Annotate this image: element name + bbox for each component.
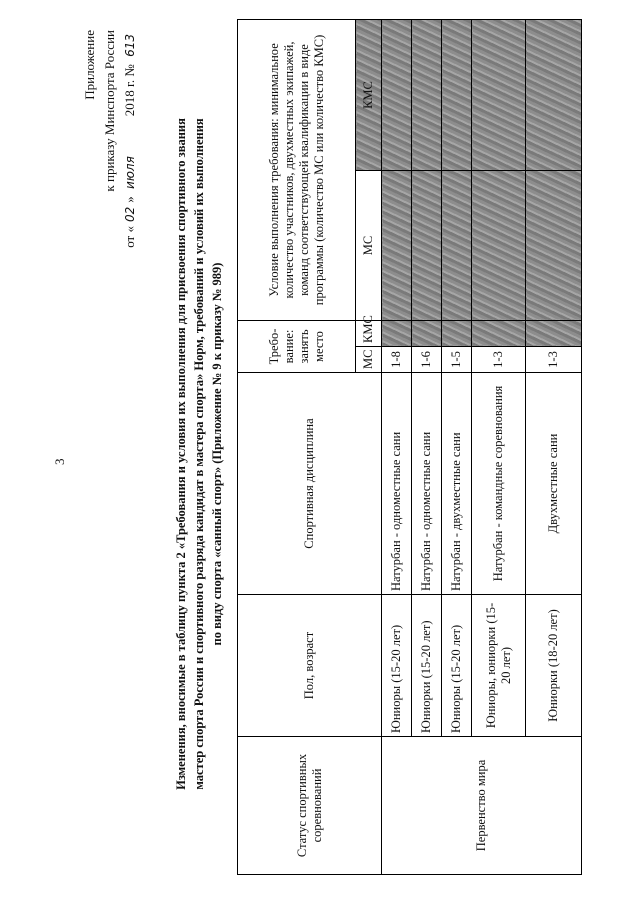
- table-row: Юниоры, юниорки (15-20 лет) Натурбан - командные соревнования 1-3: [472, 20, 526, 875]
- header-requirement: Требо-вание: занять место: [238, 321, 356, 373]
- shaded-cell: [526, 171, 582, 321]
- header-condition: Условие выполнения требования: минимальное количество участников, двухместных экипажей, команд соответствующей квалификации в виде программы (количество МС или количество КМС): [238, 20, 356, 321]
- annex-title: Приложение: [82, 30, 97, 100]
- shaded-cell: [526, 20, 582, 171]
- page-number: 3: [52, 458, 67, 465]
- shaded-cell: [442, 171, 472, 321]
- header-condition-ms: МС: [356, 171, 382, 321]
- norms-table: [237, 19, 582, 875]
- document-heading: Изменения, вносимые в таблицу пункта 2 «Требования и условия их выполнения для присвоения спортивного звания мастер спорта России и спортивного разряда кандидат в мастера спорта» Норм, требований и условий их выполнения по виду спорта «санный спорт» (Приложение № 9 к приказу № 989): [174, 118, 224, 790]
- header-kms: КМС: [356, 321, 382, 347]
- annex-date: от «02» июля2018 г. № 613: [120, 30, 140, 370]
- table-row: Юниорки (18-20 лет) Двухместные сани 1-3: [526, 20, 582, 875]
- handwritten-number: 613: [123, 34, 137, 57]
- shaded-cell: [382, 20, 412, 171]
- annex-block: [80, 30, 140, 370]
- shaded-cell: [472, 20, 526, 171]
- shaded-cell: [472, 171, 526, 321]
- header-condition-kms: КМС: [356, 20, 382, 171]
- header-discipline: Спортивная дисциплина: [238, 373, 382, 595]
- shaded-cell: [412, 171, 442, 321]
- shaded-cell: [442, 20, 472, 171]
- handwritten-day: 02: [123, 206, 137, 223]
- header-status: Статус спортивных соревнований: [238, 737, 382, 875]
- handwritten-month: июля: [123, 156, 137, 189]
- shaded-cell: [382, 171, 412, 321]
- table-row: Юниоры (15-20 лет) Натурбан - двухместные сани 1-5: [442, 20, 472, 875]
- annex-order: к приказу Минспорта России: [102, 30, 117, 192]
- table-row: Юниорки (15-20 лет) Натурбан - одноместные сани 1-6: [412, 20, 442, 875]
- shaded-cell: [412, 20, 442, 171]
- table-row: Первенство мира Юниоры (15-20 лет) Натурбан - одноместные сани 1-8: [382, 20, 412, 875]
- status-cell: Первенство мира: [382, 737, 582, 875]
- header-ms: МС: [356, 347, 382, 373]
- header-gender-age: Пол, возраст: [238, 595, 382, 737]
